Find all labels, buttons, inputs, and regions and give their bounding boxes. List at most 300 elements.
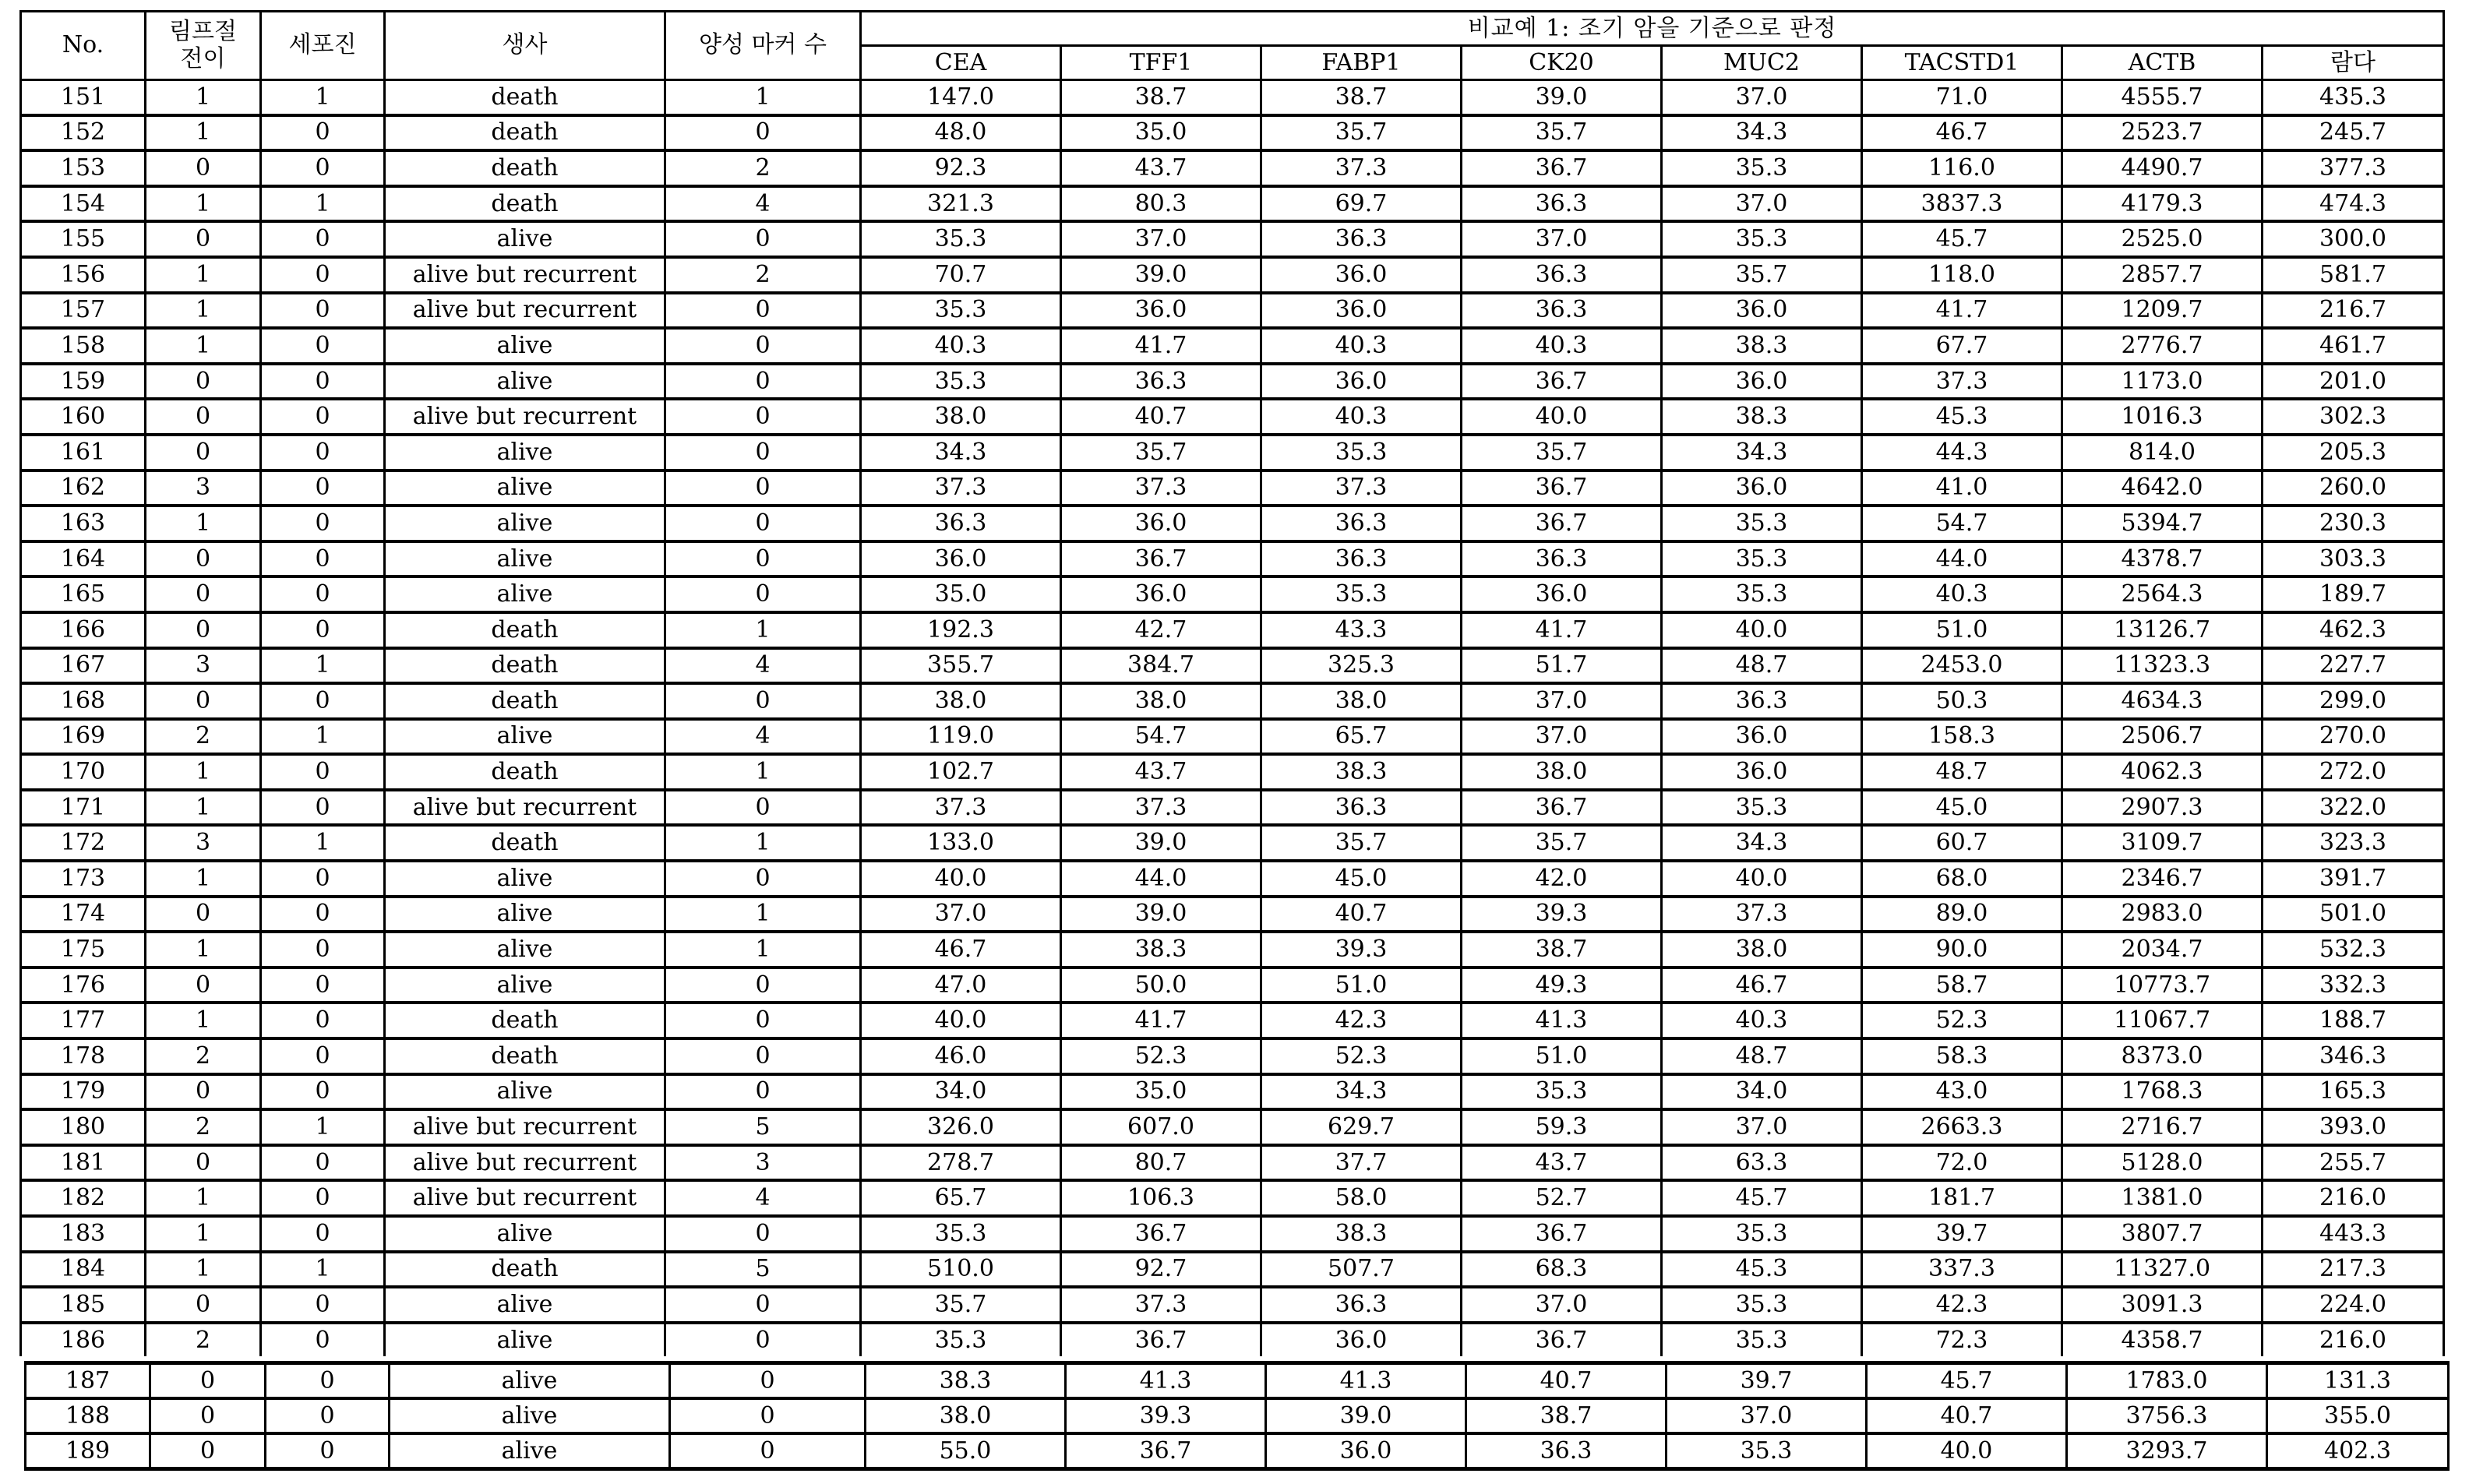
cell-tff1: 37.3: [1061, 790, 1261, 826]
cell-no: 153: [21, 150, 146, 186]
header-no: No.: [21, 12, 146, 80]
cell-tff1: 40.7: [1061, 399, 1261, 435]
cell-no: 181: [21, 1145, 146, 1181]
cell-fabp1: 52.3: [1261, 1038, 1462, 1074]
cell-lambda: 346.3: [2263, 1038, 2444, 1074]
cell-lymph-node: 1: [146, 115, 261, 151]
cell-fabp1: 36.0: [1261, 1323, 1462, 1357]
cell-muc2: 63.3: [1662, 1145, 1862, 1181]
cell-fabp1: 37.7: [1261, 1145, 1462, 1181]
table-row: [21, 576, 2444, 612]
cell-tacstd1: 46.7: [1862, 115, 2062, 151]
cell-survival: alive but recurrent: [385, 293, 665, 329]
cell-fabp1: 629.7: [1261, 1109, 1462, 1145]
table-row: [21, 506, 2444, 541]
cell-muc2: 35.3: [1662, 576, 1862, 612]
cell-muc2: 36.3: [1662, 683, 1862, 719]
cell-lymph-node: 2: [146, 1109, 261, 1145]
cell-cea: 37.3: [861, 471, 1061, 506]
cell-lambda: 581.7: [2263, 257, 2444, 293]
cell-positive-count: 0: [665, 115, 861, 151]
cell-survival: death: [385, 1003, 665, 1038]
cell-lambda: 474.3: [2263, 186, 2444, 222]
cell-tff1: 44.0: [1061, 861, 1261, 897]
cell-fabp1: 58.0: [1261, 1180, 1462, 1216]
cell-lymph-node: 2: [146, 719, 261, 755]
cell-ck20: 36.3: [1462, 293, 1662, 329]
table-row: [26, 1398, 2449, 1433]
cell-survival: alive but recurrent: [385, 257, 665, 293]
cell-fabp1: 36.3: [1261, 541, 1462, 577]
cell-no: 171: [21, 790, 146, 826]
cell-ck20: 36.7: [1462, 790, 1662, 826]
table-row: [21, 1323, 2444, 1357]
table-row: [21, 186, 2444, 222]
cell-positive-count: 0: [665, 328, 861, 364]
cell-tacstd1: 118.0: [1862, 257, 2062, 293]
cell-positive-count: 5: [665, 1109, 861, 1145]
cell-cea: 326.0: [861, 1109, 1061, 1145]
cell-lambda: 332.3: [2263, 968, 2444, 1003]
marker-data-table: [19, 10, 2445, 1356]
cell-cea: 38.0: [861, 683, 1061, 719]
cell-lambda: 255.7: [2263, 1145, 2444, 1181]
cell-no: 184: [21, 1252, 146, 1288]
cell-ck20: 51.7: [1462, 648, 1662, 684]
cell-actb: 3807.7: [2062, 1216, 2263, 1252]
cell-lambda: 402.3: [2267, 1433, 2449, 1469]
cell-positive-count: 0: [670, 1433, 866, 1469]
cell-tacstd1: 48.7: [1862, 754, 2062, 790]
cell-actb: 4555.7: [2062, 80, 2263, 115]
cell-actb: 2523.7: [2062, 115, 2263, 151]
cell-actb: 2034.7: [2062, 932, 2263, 968]
cell-muc2: 35.3: [1662, 1323, 1862, 1357]
cell-lymph-node: 0: [150, 1433, 266, 1469]
cell-ck20: 36.7: [1462, 1323, 1662, 1357]
table-row: [21, 754, 2444, 790]
cell-lambda: 131.3: [2267, 1363, 2449, 1399]
cell-no: 154: [21, 186, 146, 222]
cell-actb: 2525.0: [2062, 221, 2263, 257]
cell-muc2: 38.0: [1662, 932, 1862, 968]
cell-lymph-node: 1: [146, 1252, 261, 1288]
cell-ck20: 36.7: [1462, 150, 1662, 186]
cell-no: 161: [21, 435, 146, 471]
cell-fabp1: 36.3: [1261, 221, 1462, 257]
cell-tacstd1: 72.0: [1862, 1145, 2062, 1181]
cell-cytology: 0: [261, 897, 385, 932]
table-row: [21, 1003, 2444, 1038]
cell-lymph-node: 0: [146, 399, 261, 435]
cell-lymph-node: 0: [146, 435, 261, 471]
cell-muc2: 36.0: [1662, 364, 1862, 400]
cell-lymph-node: 0: [150, 1363, 266, 1399]
cell-ck20: 36.7: [1462, 1216, 1662, 1252]
cell-fabp1: 45.0: [1261, 861, 1462, 897]
cell-survival: alive: [390, 1433, 670, 1469]
cell-survival: alive but recurrent: [385, 790, 665, 826]
cell-tff1: 35.7: [1061, 435, 1261, 471]
cell-positive-count: 4: [665, 1180, 861, 1216]
cell-lymph-node: 0: [146, 968, 261, 1003]
cell-fabp1: 69.7: [1261, 186, 1462, 222]
cell-tff1: 36.3: [1061, 364, 1261, 400]
cell-cea: 278.7: [861, 1145, 1061, 1181]
cell-fabp1: 325.3: [1261, 648, 1462, 684]
cell-tff1: 92.7: [1061, 1252, 1261, 1288]
cell-fabp1: 38.0: [1261, 683, 1462, 719]
cell-actb: 3293.7: [2067, 1433, 2267, 1469]
cell-positive-count: 0: [665, 1074, 861, 1110]
cell-actb: 3091.3: [2062, 1287, 2263, 1323]
header-lymph-node-metastasis: [146, 12, 261, 80]
header-lymph-node-line2: 전이: [180, 44, 226, 72]
cell-actb: 13126.7: [2062, 612, 2263, 648]
cell-tacstd1: 54.7: [1862, 506, 2062, 541]
table-row: [21, 1287, 2444, 1323]
cell-no: 170: [21, 754, 146, 790]
cell-actb: 1016.3: [2062, 399, 2263, 435]
cell-tacstd1: 45.7: [1862, 221, 2062, 257]
table-row: [21, 293, 2444, 329]
cell-lymph-node: 1: [146, 932, 261, 968]
cell-lambda: 165.3: [2263, 1074, 2444, 1110]
cell-positive-count: 1: [665, 897, 861, 932]
cell-no: 162: [21, 471, 146, 506]
cell-lymph-node: 0: [146, 150, 261, 186]
cell-lymph-node: 3: [146, 471, 261, 506]
header-marker-actb: ACTB: [2062, 46, 2263, 80]
cell-tacstd1: 51.0: [1862, 612, 2062, 648]
cell-cea: 38.0: [861, 399, 1061, 435]
cell-fabp1: 507.7: [1261, 1252, 1462, 1288]
cell-tff1: 39.0: [1061, 825, 1261, 861]
cell-cea: 35.7: [861, 1287, 1061, 1323]
cell-actb: 814.0: [2062, 435, 2263, 471]
cell-fabp1: 35.7: [1261, 825, 1462, 861]
cell-lambda: 532.3: [2263, 932, 2444, 968]
table-row: [21, 221, 2444, 257]
cell-lambda: 230.3: [2263, 506, 2444, 541]
cell-fabp1: 42.3: [1261, 1003, 1462, 1038]
cell-lymph-node: 0: [146, 897, 261, 932]
table-row: [21, 790, 2444, 826]
cell-ck20: 59.3: [1462, 1109, 1662, 1145]
cell-tacstd1: 71.0: [1862, 80, 2062, 115]
cell-tff1: 35.0: [1061, 115, 1261, 151]
cell-survival: alive: [385, 364, 665, 400]
cell-fabp1: 41.3: [1266, 1363, 1466, 1399]
cell-no: 166: [21, 612, 146, 648]
cell-fabp1: 37.3: [1261, 150, 1462, 186]
cell-ck20: 38.7: [1462, 932, 1662, 968]
cell-cytology: 0: [261, 364, 385, 400]
cell-cytology: 0: [261, 328, 385, 364]
cell-fabp1: 35.3: [1261, 576, 1462, 612]
cell-actb: 2346.7: [2062, 861, 2263, 897]
cell-ck20: 40.0: [1462, 399, 1662, 435]
cell-no: 177: [21, 1003, 146, 1038]
cell-tacstd1: 158.3: [1862, 719, 2062, 755]
cell-lymph-node: 0: [146, 612, 261, 648]
table-row: [21, 683, 2444, 719]
cell-no: 160: [21, 399, 146, 435]
cell-cea: 35.3: [861, 1216, 1061, 1252]
cell-tff1: 37.0: [1061, 221, 1261, 257]
cell-no: 180: [21, 1109, 146, 1145]
cell-cytology: 0: [261, 683, 385, 719]
cell-actb: 5394.7: [2062, 506, 2263, 541]
cell-fabp1: 38.3: [1261, 754, 1462, 790]
cell-lymph-node: 0: [146, 541, 261, 577]
cell-survival: alive but recurrent: [385, 1109, 665, 1145]
table-row: [21, 612, 2444, 648]
cell-actb: 11067.7: [2062, 1003, 2263, 1038]
cell-tff1: 43.7: [1061, 150, 1261, 186]
cell-actb: 3109.7: [2062, 825, 2263, 861]
table-row: [21, 968, 2444, 1003]
cell-fabp1: 43.3: [1261, 612, 1462, 648]
cell-survival: death: [385, 825, 665, 861]
cell-tacstd1: 37.3: [1862, 364, 2062, 400]
cell-lambda: 355.0: [2267, 1398, 2449, 1433]
cell-survival: death: [385, 80, 665, 115]
cell-muc2: 34.3: [1662, 115, 1862, 151]
cell-actb: 2716.7: [2062, 1109, 2263, 1145]
cell-lymph-node: 1: [146, 861, 261, 897]
cell-fabp1: 38.3: [1261, 1216, 1462, 1252]
cell-survival: death: [385, 186, 665, 222]
cell-fabp1: 36.0: [1261, 257, 1462, 293]
cell-actb: 4490.7: [2062, 150, 2263, 186]
cell-muc2: 36.0: [1662, 754, 1862, 790]
cell-cea: 46.7: [861, 932, 1061, 968]
cell-lambda: 391.7: [2263, 861, 2444, 897]
header-marker-tff1: TFF1: [1061, 46, 1261, 80]
table-row: [21, 541, 2444, 577]
cell-lambda: 227.7: [2263, 648, 2444, 684]
cell-ck20: 36.3: [1462, 257, 1662, 293]
table-row: [21, 471, 2444, 506]
cell-tff1: 41.3: [1066, 1363, 1266, 1399]
cell-cytology: 1: [261, 825, 385, 861]
cell-survival: alive: [385, 435, 665, 471]
cell-cea: 133.0: [861, 825, 1061, 861]
table-row: [21, 115, 2444, 151]
cell-cea: 192.3: [861, 612, 1061, 648]
cell-survival: alive: [385, 1287, 665, 1323]
cell-lambda: 377.3: [2263, 150, 2444, 186]
cell-tacstd1: 41.7: [1862, 293, 2062, 329]
cell-cytology: 0: [261, 506, 385, 541]
cell-survival: alive but recurrent: [385, 1180, 665, 1216]
cell-tacstd1: 72.3: [1862, 1323, 2062, 1357]
cell-tacstd1: 40.7: [1867, 1398, 2067, 1433]
cell-actb: 2564.3: [2062, 576, 2263, 612]
cell-tacstd1: 43.0: [1862, 1074, 2062, 1110]
cell-cea: 321.3: [861, 186, 1061, 222]
cell-ck20: 36.7: [1462, 506, 1662, 541]
cell-tff1: 52.3: [1061, 1038, 1261, 1074]
cell-cytology: 0: [261, 150, 385, 186]
continuation-table: [24, 1361, 2450, 1471]
cell-positive-count: 1: [665, 825, 861, 861]
cell-tacstd1: 50.3: [1862, 683, 2062, 719]
cell-cytology: 0: [261, 1145, 385, 1181]
cell-tff1: 36.7: [1061, 1323, 1261, 1357]
cell-cytology: 0: [261, 1003, 385, 1038]
cell-positive-count: 0: [670, 1363, 866, 1399]
cell-actb: 1209.7: [2062, 293, 2263, 329]
cell-actb: 5128.0: [2062, 1145, 2263, 1181]
cell-muc2: 35.3: [1662, 150, 1862, 186]
cell-actb: 1173.0: [2062, 364, 2263, 400]
cell-tacstd1: 41.0: [1862, 471, 2062, 506]
cell-ck20: 52.7: [1462, 1180, 1662, 1216]
cell-cytology: 1: [261, 1109, 385, 1145]
cell-cytology: 0: [261, 435, 385, 471]
cell-actb: 4642.0: [2062, 471, 2263, 506]
cell-positive-count: 0: [665, 471, 861, 506]
cell-survival: alive but recurrent: [385, 399, 665, 435]
cell-no: 169: [21, 719, 146, 755]
cell-lambda: 224.0: [2263, 1287, 2444, 1323]
cell-lymph-node: 1: [146, 1216, 261, 1252]
cell-cytology: 1: [261, 186, 385, 222]
cell-ck20: 38.7: [1466, 1398, 1667, 1433]
cell-lymph-node: 0: [146, 1287, 261, 1323]
cell-cea: 36.0: [861, 541, 1061, 577]
cell-cea: 47.0: [861, 968, 1061, 1003]
cell-lambda: 462.3: [2263, 612, 2444, 648]
cell-cea: 34.3: [861, 435, 1061, 471]
cell-cea: 65.7: [861, 1180, 1061, 1216]
cell-positive-count: 0: [665, 1003, 861, 1038]
cell-cytology: 1: [261, 1252, 385, 1288]
cell-lymph-node: 1: [146, 506, 261, 541]
cell-lymph-node: 2: [146, 1323, 261, 1357]
cell-lymph-node: 1: [146, 186, 261, 222]
cell-survival: death: [385, 612, 665, 648]
cell-lambda: 216.7: [2263, 293, 2444, 329]
cell-muc2: 37.0: [1667, 1398, 1867, 1433]
cell-no: 188: [26, 1398, 150, 1433]
cell-no: 178: [21, 1038, 146, 1074]
cell-positive-count: 1: [665, 80, 861, 115]
cell-positive-count: 0: [665, 541, 861, 577]
cell-ck20: 37.0: [1462, 221, 1662, 257]
table-row: [21, 1145, 2444, 1181]
cell-lymph-node: 1: [146, 754, 261, 790]
cell-lambda: 216.0: [2263, 1323, 2444, 1357]
table-row: [21, 1109, 2444, 1145]
cell-tacstd1: 2663.3: [1862, 1109, 2062, 1145]
cell-cea: 35.3: [861, 221, 1061, 257]
cell-cytology: 0: [261, 221, 385, 257]
table-row: [21, 932, 2444, 968]
cell-lambda: 501.0: [2263, 897, 2444, 932]
cell-tacstd1: 181.7: [1862, 1180, 2062, 1216]
cell-lymph-node: 3: [146, 648, 261, 684]
cell-no: 185: [21, 1287, 146, 1323]
cell-no: 173: [21, 861, 146, 897]
cell-positive-count: 0: [665, 1216, 861, 1252]
cell-tff1: 36.0: [1061, 506, 1261, 541]
cell-no: 186: [21, 1323, 146, 1357]
cell-cea: 36.3: [861, 506, 1061, 541]
cell-positive-count: 1: [665, 754, 861, 790]
cell-muc2: 46.7: [1662, 968, 1862, 1003]
cell-ck20: 42.0: [1462, 861, 1662, 897]
cell-cytology: 1: [261, 648, 385, 684]
cell-survival: alive: [385, 506, 665, 541]
cell-lymph-node: 0: [146, 1145, 261, 1181]
cell-fabp1: 65.7: [1261, 719, 1462, 755]
cell-tacstd1: 58.3: [1862, 1038, 2062, 1074]
cell-positive-count: 0: [665, 1038, 861, 1074]
cell-tff1: 38.7: [1061, 80, 1261, 115]
cell-actb: 3756.3: [2067, 1398, 2267, 1433]
cell-tff1: 36.7: [1066, 1433, 1266, 1469]
cell-ck20: 35.3: [1462, 1074, 1662, 1110]
cell-no: 151: [21, 80, 146, 115]
cell-survival: death: [385, 1252, 665, 1288]
header-marker-람다: 람다: [2263, 46, 2444, 80]
cell-survival: alive: [385, 541, 665, 577]
cell-survival: alive: [385, 719, 665, 755]
cell-tff1: 38.0: [1061, 683, 1261, 719]
cell-positive-count: 4: [665, 186, 861, 222]
table-row: [21, 399, 2444, 435]
cell-cea: 38.0: [866, 1398, 1066, 1433]
cell-ck20: 41.7: [1462, 612, 1662, 648]
header-positive-marker-count: 양성 마커 수: [665, 12, 861, 80]
cell-muc2: 40.0: [1662, 612, 1862, 648]
cell-lymph-node: 1: [146, 257, 261, 293]
cell-cytology: 0: [261, 293, 385, 329]
cell-no: 183: [21, 1216, 146, 1252]
cell-muc2: 34.3: [1662, 825, 1862, 861]
table-row: [21, 825, 2444, 861]
cell-cytology: 0: [266, 1363, 390, 1399]
cell-no: 167: [21, 648, 146, 684]
cell-ck20: 38.0: [1462, 754, 1662, 790]
table-row: [21, 80, 2444, 115]
cell-tff1: 36.0: [1061, 293, 1261, 329]
cell-positive-count: 4: [665, 648, 861, 684]
cell-muc2: 34.3: [1662, 435, 1862, 471]
cell-cea: 35.3: [861, 293, 1061, 329]
cell-actb: 4179.3: [2062, 186, 2263, 222]
cell-cytology: 0: [261, 399, 385, 435]
cell-lymph-node: 1: [146, 293, 261, 329]
cell-muc2: 45.3: [1662, 1252, 1862, 1288]
cell-cea: 46.0: [861, 1038, 1061, 1074]
cell-lymph-node: 1: [146, 80, 261, 115]
cell-ck20: 35.7: [1462, 435, 1662, 471]
cell-tacstd1: 44.3: [1862, 435, 2062, 471]
cell-survival: alive: [385, 471, 665, 506]
cell-no: 165: [21, 576, 146, 612]
cell-lambda: 217.3: [2263, 1252, 2444, 1288]
cell-cytology: 0: [261, 257, 385, 293]
cell-lymph-node: 2: [146, 1038, 261, 1074]
cell-survival: alive: [385, 1074, 665, 1110]
cell-muc2: 35.3: [1662, 506, 1862, 541]
cell-positive-count: 0: [665, 435, 861, 471]
cell-cytology: 1: [261, 719, 385, 755]
